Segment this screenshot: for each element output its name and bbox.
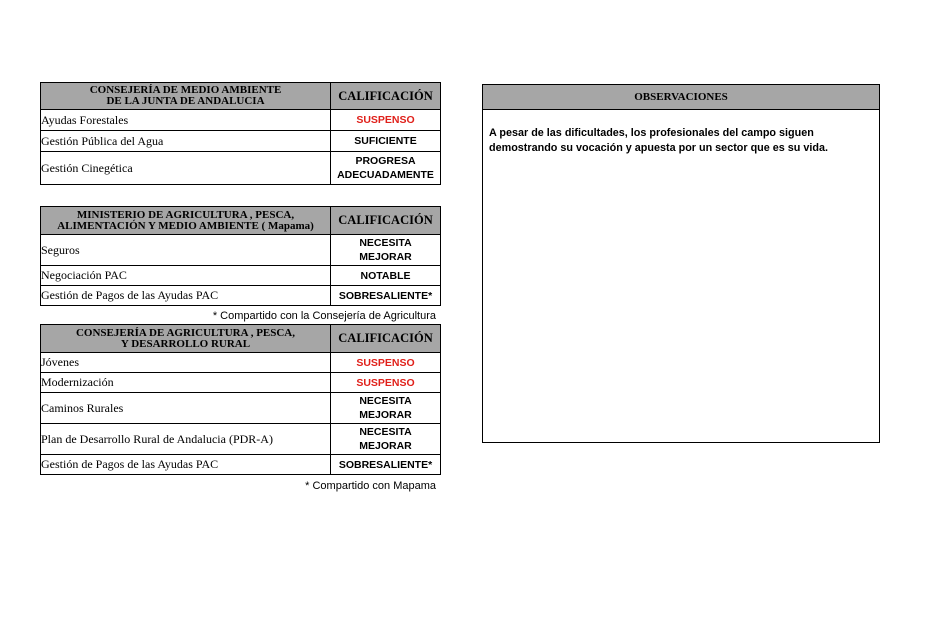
grade-value: NECESITA MEJORAR bbox=[331, 235, 441, 266]
table-row bbox=[41, 131, 441, 152]
footnote-agricultura: * Compartido con Mapama bbox=[305, 480, 436, 492]
item-label: Modernización bbox=[41, 373, 331, 393]
table-row bbox=[41, 353, 441, 373]
table-header-grade: CALIFICACIÓN bbox=[331, 207, 441, 235]
observations-title: OBSERVACIONES bbox=[483, 85, 879, 110]
observations-box bbox=[482, 84, 880, 443]
grade-value: PROGRESA ADECUADAMENTE bbox=[331, 152, 441, 185]
table-header-org: CONSEJERÍA DE AGRICULTURA , PESCA, Y DESARROLLO RURAL bbox=[41, 325, 331, 353]
item-label: Gestión de Pagos de las Ayudas PAC bbox=[41, 455, 331, 475]
item-label: Ayudas Forestales bbox=[41, 110, 331, 131]
agricultura-table bbox=[40, 324, 441, 475]
grade-value: NECESITA MEJORAR bbox=[331, 393, 441, 424]
table-row bbox=[41, 424, 441, 455]
grade-value: SOBRESALIENTE* bbox=[331, 455, 441, 475]
grade-value: SUSPENSO bbox=[331, 353, 441, 373]
medio-ambiente-table bbox=[40, 82, 441, 185]
table-header-grade: CALIFICACIÓN bbox=[331, 325, 441, 353]
item-label: Negociación PAC bbox=[41, 266, 331, 286]
table-row bbox=[41, 373, 441, 393]
table-header-grade: CALIFICACIÓN bbox=[331, 83, 441, 110]
table-row bbox=[41, 152, 441, 185]
grade-value: NOTABLE bbox=[331, 266, 441, 286]
table-row bbox=[41, 235, 441, 266]
table-row bbox=[41, 455, 441, 475]
grade-value: SUSPENSO bbox=[331, 110, 441, 131]
item-label: Gestión de Pagos de las Ayudas PAC bbox=[41, 286, 331, 306]
table-row bbox=[41, 266, 441, 286]
item-label: Seguros bbox=[41, 235, 331, 266]
table-row bbox=[41, 110, 441, 131]
item-label: Jóvenes bbox=[41, 353, 331, 373]
item-label: Gestión Pública del Agua bbox=[41, 131, 331, 152]
mapama-table bbox=[40, 206, 441, 306]
table-header-org: MINISTERIO DE AGRICULTURA , PESCA, ALIMENTACIÓN Y MEDIO AMBIENTE ( Mapama) bbox=[41, 207, 331, 235]
item-label: Gestión Cinegética bbox=[41, 152, 331, 185]
grade-value: SUFICIENTE bbox=[331, 131, 441, 152]
footnote-mapama: * Compartido con la Consejería de Agricultura bbox=[212, 310, 436, 322]
item-label: Plan de Desarrollo Rural de Andalucia (PDR-A) bbox=[41, 424, 331, 455]
item-label: Caminos Rurales bbox=[41, 393, 331, 424]
table-row bbox=[41, 286, 441, 306]
table-header-org: CONSEJERÍA DE MEDIO AMBIENTE DE LA JUNTA DE ANDALUCIA bbox=[41, 83, 331, 110]
observations-text: A pesar de las dificultades, los profesionales del campo siguen demostrando su vocación y apuesta por un sector que es su vida. bbox=[489, 127, 828, 154]
grade-value: SUSPENSO bbox=[331, 373, 441, 393]
grade-value: NECESITA MEJORAR bbox=[331, 424, 441, 455]
grade-value: SOBRESALIENTE* bbox=[331, 286, 441, 306]
table-row bbox=[41, 393, 441, 424]
